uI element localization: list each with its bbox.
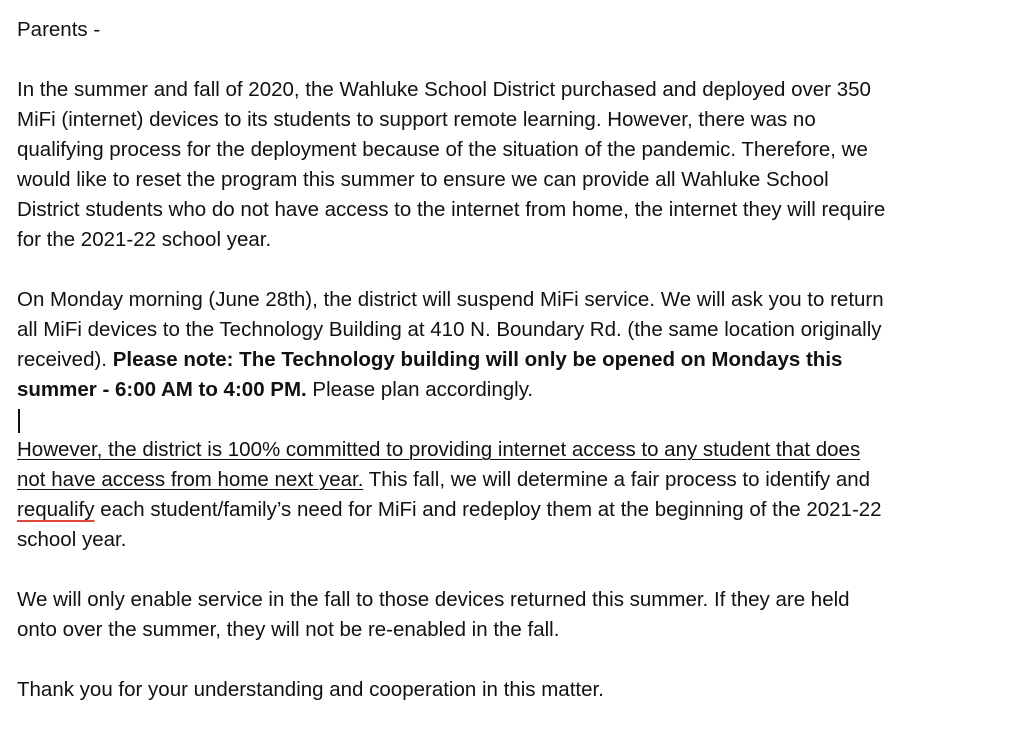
bold-notice: Please note: The Technology building will only be opened on Mondays this [112,348,843,371]
text-line: for the 2021-22 school year. [17,228,272,251]
text-line: We will only enable service in the fall to those devices returned this summer. If they are held [17,588,850,611]
text-line: would like to reset the program this summer to ensure we can provide all Wahluke School [17,168,829,191]
text-line: qualifying process for the deployment because of the situation of the pandemic. Therefore, we [17,138,868,161]
text-line: MiFi (internet) devices to its students to support remote learning. However, there was no [17,108,816,131]
paragraph-commitment [17,435,1007,555]
document-body[interactable] [17,15,1007,705]
text-line [17,465,1007,495]
paragraph-mifi-deployment [17,75,1007,255]
paragraph-service-suspension [17,285,1007,405]
text-span: each student/family’s need for MiFi and redeploy them at the beginning of the 2021-22 [94,498,882,521]
text-line: school year. [17,528,127,551]
bold-hours: summer - 6:00 AM to 4:00 PM. [17,378,307,401]
underlined-text-line: However, the district is 100% committed to providing internet access to any student that does [17,438,861,461]
closing-line: Thank you for your understanding and cooperation in this matter. [17,678,604,701]
underlined-text: not have access from home next year. [17,468,364,491]
paragraph-service-enable [17,585,1007,645]
text-line: District students who do not have access to the internet from home, the internet they will require [17,198,886,221]
text-line [17,345,1007,375]
greeting: Parents - [17,18,101,41]
text-span: This fall, we will determine a fair process to identify and [363,468,871,491]
cursor-line [17,405,1007,435]
misspelled-word[interactable]: requalify [17,498,95,521]
blank-line [17,255,1007,285]
text-line: On Monday morning (June 28th), the district will suspend MiFi service. We will ask you to return [17,288,884,311]
text-line: In the summer and fall of 2020, the Wahluke School District purchased and deployed over 350 [17,78,871,101]
blank-line [17,645,1007,675]
text-line [17,495,1007,525]
text-cursor [18,409,20,433]
text-line: all MiFi devices to the Technology Building at 410 N. Boundary Rd. (the same location originally [17,318,882,341]
text-span: received). [17,348,113,371]
blank-line [17,555,1007,585]
blank-line [17,45,1007,75]
text-span: Please plan accordingly. [306,378,534,401]
text-line [17,375,1007,405]
text-line: onto over the summer, they will not be re-enabled in the fall. [17,618,560,641]
